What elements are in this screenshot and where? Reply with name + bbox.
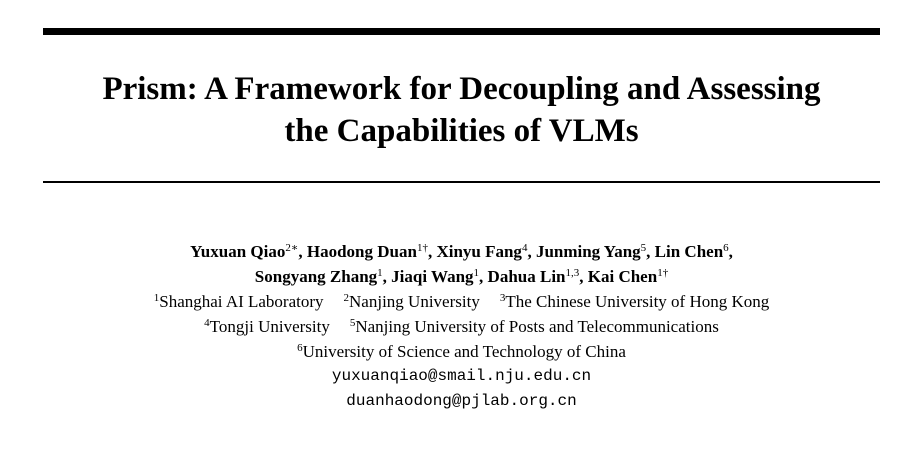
author-separator: , bbox=[728, 242, 733, 261]
author-affil-sup: 5 bbox=[640, 242, 647, 254]
title-line-2: the Capabilities of VLMs bbox=[284, 113, 639, 149]
author-name: Lin Chen bbox=[654, 242, 724, 261]
author-name: Xinyu Fang bbox=[436, 242, 522, 261]
author-name: Songyang Zhang bbox=[254, 267, 378, 286]
affiliation-line-3 bbox=[43, 339, 880, 364]
affiliation-number: 6 bbox=[297, 342, 303, 354]
author-separator: , bbox=[579, 267, 588, 286]
author-line-1 bbox=[43, 239, 880, 264]
author-affil-sup: 2∗ bbox=[285, 242, 299, 254]
affiliation bbox=[154, 289, 324, 314]
author-name: Dahua Lin bbox=[487, 267, 566, 286]
affiliation-number: 5 bbox=[349, 317, 356, 329]
affiliation-line-2 bbox=[43, 314, 880, 339]
affiliation-number: 1 bbox=[153, 292, 160, 304]
author-affil-sup: 1 bbox=[473, 267, 480, 279]
author-separator: , bbox=[427, 242, 437, 261]
author-separator: , bbox=[479, 267, 488, 286]
author-line-2 bbox=[43, 264, 880, 289]
bottom-rule bbox=[43, 181, 880, 183]
author-name: Junming Yang bbox=[535, 242, 641, 261]
author-block bbox=[43, 239, 880, 414]
author-separator: , bbox=[382, 267, 392, 286]
affiliation bbox=[500, 289, 769, 314]
author-affil-sup: 1,3 bbox=[565, 267, 580, 279]
affiliation-name: Shanghai AI Laboratory bbox=[159, 292, 324, 311]
author-separator: , bbox=[527, 242, 536, 261]
affiliation-name: University of Science and Technology of China bbox=[302, 342, 626, 361]
paper-title bbox=[43, 68, 880, 152]
author-name: Jiaqi Wang bbox=[391, 267, 474, 286]
author-separator: , bbox=[646, 242, 655, 261]
author-affil-sup: 6 bbox=[723, 242, 729, 254]
author-name: Yuxuan Qiao bbox=[190, 242, 286, 261]
affiliation-number: 3 bbox=[499, 292, 506, 304]
email-1[interactable]: yuxuanqiao@smail.nju.edu.cn bbox=[331, 367, 592, 385]
author-name: Haodong Duan bbox=[306, 242, 417, 261]
affiliation-name: Nanjing University of Posts and Telecommunications bbox=[355, 317, 719, 336]
affiliation-number: 4 bbox=[204, 317, 210, 329]
title-line-1: Prism: A Framework for Decoupling and Assessing bbox=[102, 71, 821, 107]
affiliation bbox=[344, 289, 480, 314]
affiliation bbox=[350, 314, 719, 339]
top-rule bbox=[43, 28, 880, 35]
author-affil-sup: 4 bbox=[521, 242, 528, 254]
author-affil-sup: 1 bbox=[377, 267, 383, 279]
author-separator: , bbox=[298, 242, 307, 261]
author-affil-sup: 1† bbox=[416, 242, 428, 254]
affiliation-line-1 bbox=[43, 289, 880, 314]
author-affil-sup: 1† bbox=[657, 267, 669, 279]
email-2[interactable]: duanhaodong@pjlab.org.cn bbox=[346, 392, 577, 410]
affiliation-name: Nanjing University bbox=[349, 292, 480, 311]
author-name: Kai Chen bbox=[587, 267, 658, 286]
affiliation-name: Tongji University bbox=[209, 317, 330, 336]
affiliation-name: The Chinese University of Hong Kong bbox=[505, 292, 770, 311]
affiliation-number: 2 bbox=[343, 292, 350, 304]
affiliation bbox=[204, 314, 330, 339]
